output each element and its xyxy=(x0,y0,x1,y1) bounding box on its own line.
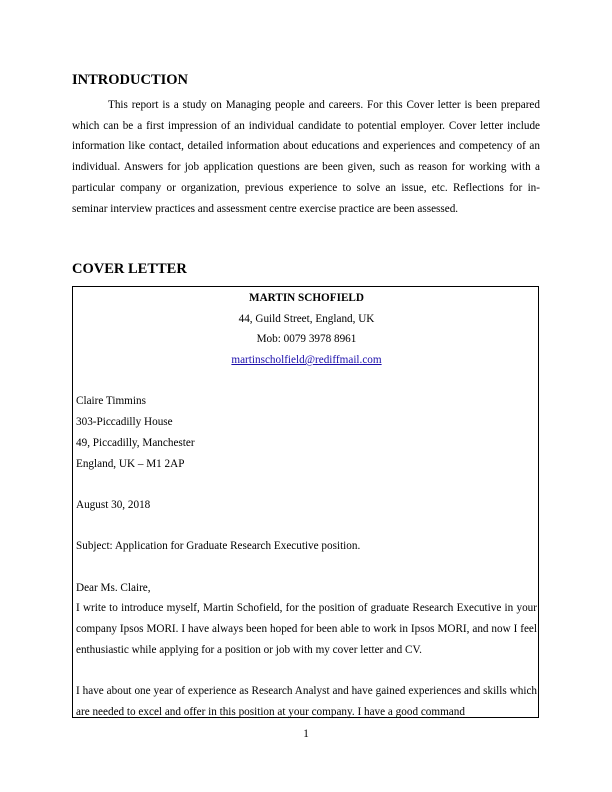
cover-letter-content xyxy=(76,288,537,718)
letter-date: August 30, 2018 xyxy=(76,498,151,511)
recipient-name: Claire Timmins xyxy=(76,395,146,408)
page-number: 1 xyxy=(303,728,309,740)
letter-paragraph-2: I have about one year of experience as Research Analyst and have gained experiences and skills which are needed to excel and offer in this position at your company. I have a good command xyxy=(76,685,537,718)
sender-mobile: Mob: 0079 3978 8961 xyxy=(256,333,357,346)
spacer xyxy=(76,557,537,578)
recipient-address-line-3: England, UK – M1 2AP xyxy=(76,457,185,470)
spacer xyxy=(76,516,537,537)
recipient-address-line-2: 49, Piccadilly, Manchester xyxy=(76,436,195,449)
sender-email-link[interactable]: martinscholfield@rediffmail.com xyxy=(231,354,382,367)
letter-paragraph-1: I write to introduce myself, Martin Schofield, for the position of graduate Research Executive in your company Ipsos MORI. I have always been hoped for been able to work in Ipsos MORI, and now I feel enthusiastic while applying for a position or job with my cover letter and CV. xyxy=(76,602,537,656)
cover-letter-box xyxy=(72,286,539,718)
cover-letter-heading: COVER LETTER xyxy=(72,261,187,277)
recipient-address-line-1: 303-Piccadilly House xyxy=(76,416,173,429)
sender-address: 44, Guild Street, England, UK xyxy=(238,312,375,325)
sender-name: MARTIN SCHOFIELD xyxy=(249,292,364,304)
letter-salutation: Dear Ms. Claire, xyxy=(76,581,151,594)
spacer xyxy=(76,371,537,392)
spacer xyxy=(76,474,537,495)
spacer xyxy=(76,660,537,681)
letter-subject: Subject: Application for Graduate Research Executive position. xyxy=(76,540,361,553)
introduction-paragraph: This report is a study on Managing people and careers. For this Cover letter is been prepared which can be a first impression of an individual candidate to potential employer. Cover letter include information like contact, detailed information about educations and experiences and competency of an individual. Answers for job application questions are been given, such as reason for working with a particular company or organization, previous experience to solve an issue, etc. Reflections for in-seminar interview practices and assessment centre exercise practice are been assessed. xyxy=(72,99,540,215)
introduction-heading: INTRODUCTION xyxy=(72,72,189,88)
sender-email-row xyxy=(76,350,537,371)
